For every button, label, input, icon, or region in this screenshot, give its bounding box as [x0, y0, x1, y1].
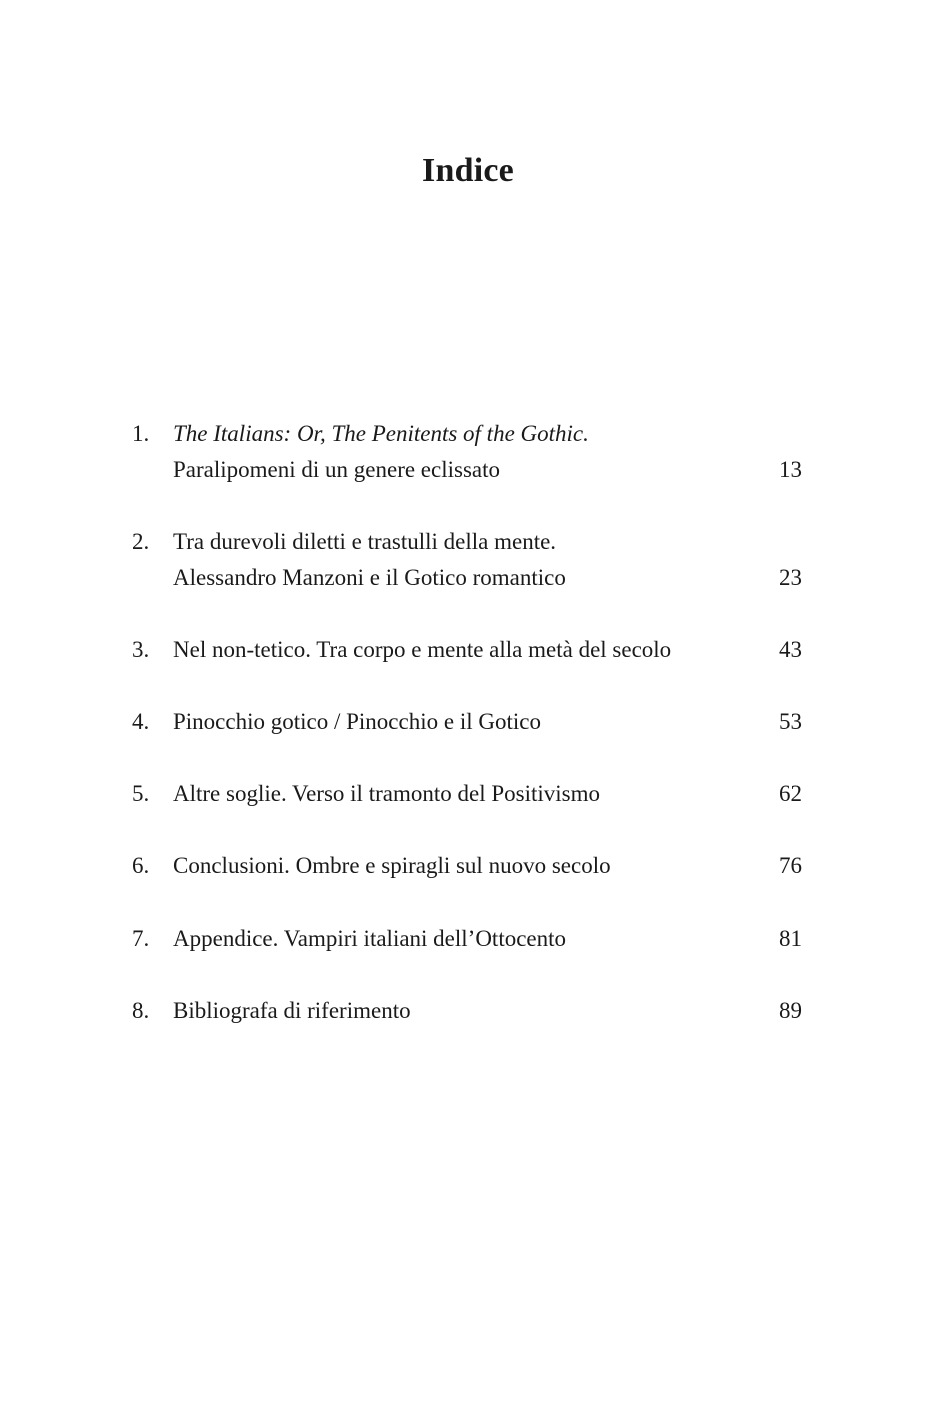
toc-entry-title	[173, 776, 753, 812]
toc-entry-2	[0, 524, 936, 596]
toc-entry-page: 53	[779, 709, 802, 734]
toc-entry-number: 3.	[132, 637, 150, 662]
toc-entry-title	[173, 632, 753, 668]
toc-entry-title-line-1: Bibliografa di riferimento	[173, 998, 411, 1023]
toc-entry-title-line-1: Nel non-tetico. Tra corpo e mente alla metà del secolo	[173, 637, 672, 662]
toc-entry-number: 8.	[132, 998, 150, 1023]
toc-entry-3	[0, 632, 936, 668]
toc-entry-title-line-1: Appendice. Vampiri italiani dell’Ottocento	[173, 926, 567, 951]
toc-entry-4	[0, 704, 936, 740]
page-title: Indice	[422, 151, 514, 189]
toc-entry-title-line-2: Alessandro Manzoni e il Gotico romantico	[173, 565, 566, 590]
toc-entry-title-line-1: The Italians: Or, The Penitents of the Gothic.	[173, 421, 589, 446]
toc-entry-page: 43	[779, 637, 802, 662]
toc-entry-title-line-1: Conclusioni. Ombre e spiragli sul nuovo secolo	[173, 853, 611, 878]
toc-entry-page: 23	[779, 565, 802, 590]
toc-entry-1	[0, 416, 936, 488]
toc-entry-7	[0, 921, 936, 957]
toc-entry-number: 1.	[132, 421, 150, 446]
toc-entry-title-line-2: Paralipomeni di un genere eclissato	[173, 457, 501, 482]
toc-entry-title-line-1: Pinocchio gotico / Pinocchio e il Gotico	[173, 709, 541, 734]
toc-entry-number: 7.	[132, 926, 150, 951]
toc-entry-title	[173, 921, 753, 957]
toc-entry-number: 2.	[132, 529, 150, 554]
toc-entry-page: 76	[779, 853, 802, 878]
toc-entry-page: 81	[779, 926, 802, 951]
toc-entry-number: 4.	[132, 709, 150, 734]
toc-entry-title	[173, 704, 753, 740]
toc-entry-page: 13	[779, 457, 802, 482]
toc-entry-page: 89	[779, 998, 802, 1023]
toc-entry-5	[0, 776, 936, 812]
toc-entry-title	[173, 848, 753, 884]
toc-entry-title	[173, 993, 753, 1029]
toc-entry-title	[173, 524, 753, 596]
toc-entry-8	[0, 993, 936, 1029]
toc-entry-number: 6.	[132, 853, 150, 878]
toc-entry-6	[0, 848, 936, 884]
toc-entry-title-line-1: Tra durevoli diletti e trastulli della mente.	[173, 529, 557, 554]
toc-entry-number: 5.	[132, 781, 150, 806]
toc-entry-title-line-1: Altre soglie. Verso il tramonto del Positivismo	[173, 781, 600, 806]
toc-entry-title	[173, 416, 753, 488]
toc-entry-page: 62	[779, 781, 802, 806]
